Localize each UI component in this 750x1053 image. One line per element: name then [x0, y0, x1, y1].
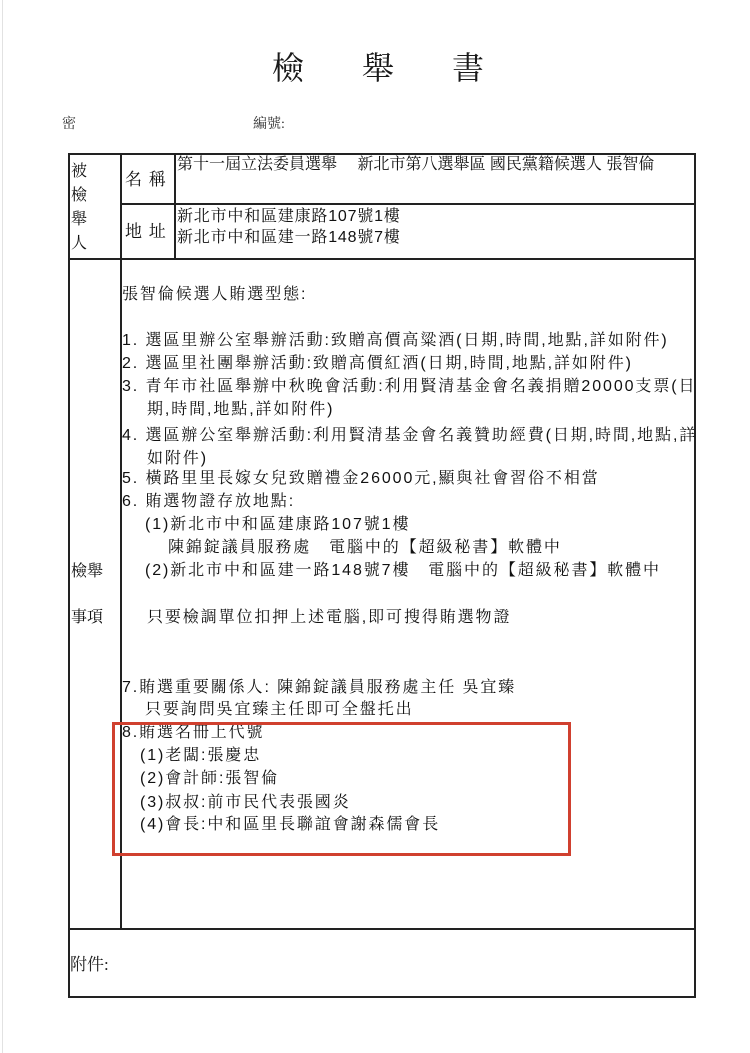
- accused-label-char: 舉: [71, 211, 88, 228]
- report-line: 6. 賄選物證存放地點:: [122, 493, 296, 510]
- attachment-label: 附件:: [70, 955, 109, 974]
- name-label: 名 稱: [125, 170, 167, 189]
- row-divider-name-address: [120, 203, 695, 205]
- name-value: 第十一屆立法委員選舉 新北市第八選舉區 國民黨籍候選人 張智倫: [177, 156, 655, 173]
- accused-label-char: 檢: [71, 187, 88, 204]
- red-highlight-box: [112, 722, 571, 856]
- report-line: 8.賄選名冊上代號: [122, 724, 265, 741]
- confidential-label: 密: [62, 117, 76, 132]
- report-line: 只要檢調單位扣押上述電腦,即可搜得賄選物證: [147, 609, 512, 626]
- page-edge: [2, 0, 3, 1053]
- report-line: (1)新北市中和區建康路107號1樓: [145, 516, 411, 533]
- row-divider-report-attachment: [68, 928, 695, 930]
- table-border-bottom: [68, 996, 695, 998]
- report-line: 7.賄選重要關係人: 陳錦錠議員服務處主任 吳宜臻: [122, 679, 517, 696]
- report-line: 5. 橫路里里長嫁女兒致贈禮金26000元,顯與社會習俗不相當: [122, 470, 600, 487]
- title-char-3: 書: [452, 50, 485, 86]
- report-label: 事項: [71, 609, 104, 626]
- report-line: 期,時間,地點,詳如附件): [147, 401, 335, 418]
- table-border-left: [68, 153, 70, 998]
- address-line: 新北市中和區建康路107號1樓: [177, 208, 401, 225]
- report-line: 如附件): [147, 450, 208, 467]
- report-line: 陳錦錠議員服務處 電腦中的【超級秘書】軟體中: [168, 539, 562, 556]
- report-line: 3. 青年市社區舉辦中秋晚會活動:利用賢清基金會名義捐贈20000支票(日: [122, 378, 697, 395]
- title-char-1: 檢: [272, 50, 305, 86]
- report-label: 檢舉: [71, 563, 104, 580]
- table-border-right: [694, 153, 696, 998]
- accused-label-char: 人: [71, 235, 88, 252]
- report-heading: 張智倫候選人賄選型態:: [122, 286, 308, 303]
- report-line: (2)會計師:張智倫: [140, 770, 280, 787]
- row-divider-accused-report: [68, 258, 695, 260]
- column-divider-2: [174, 153, 176, 259]
- address-line: 新北市中和區建一路148號7樓: [177, 229, 401, 246]
- report-line: 1. 選區里辦公室舉辦活動:致贈高價高粱酒(日期,時間,地點,詳如附件): [122, 332, 669, 349]
- report-line: (1)老闆:張慶忠: [140, 747, 262, 764]
- serial-number-label: 編號:: [253, 117, 285, 132]
- report-line: 2. 選區里社團舉辦活動:致贈高價紅酒(日期,時間,地點,詳如附件): [122, 355, 633, 372]
- address-label: 地 址: [125, 222, 167, 241]
- title-char-2: 舉: [362, 50, 395, 86]
- report-line: (2)新北市中和區建一路148號7樓 電腦中的【超級秘書】軟體中: [145, 562, 661, 579]
- accused-label-char: 被: [71, 163, 88, 180]
- report-line: 只要詢問吳宜臻主任即可全盤托出: [145, 701, 414, 718]
- report-line: (4)會長:中和區里長聯誼會謝森儒會長: [140, 816, 441, 833]
- report-line: (3)叔叔:前市民代表張國炎: [140, 794, 351, 811]
- report-line: 4. 選區辦公室舉辦活動:利用賢清基金會名義贊助經費(日期,時間,地點,詳: [122, 427, 698, 444]
